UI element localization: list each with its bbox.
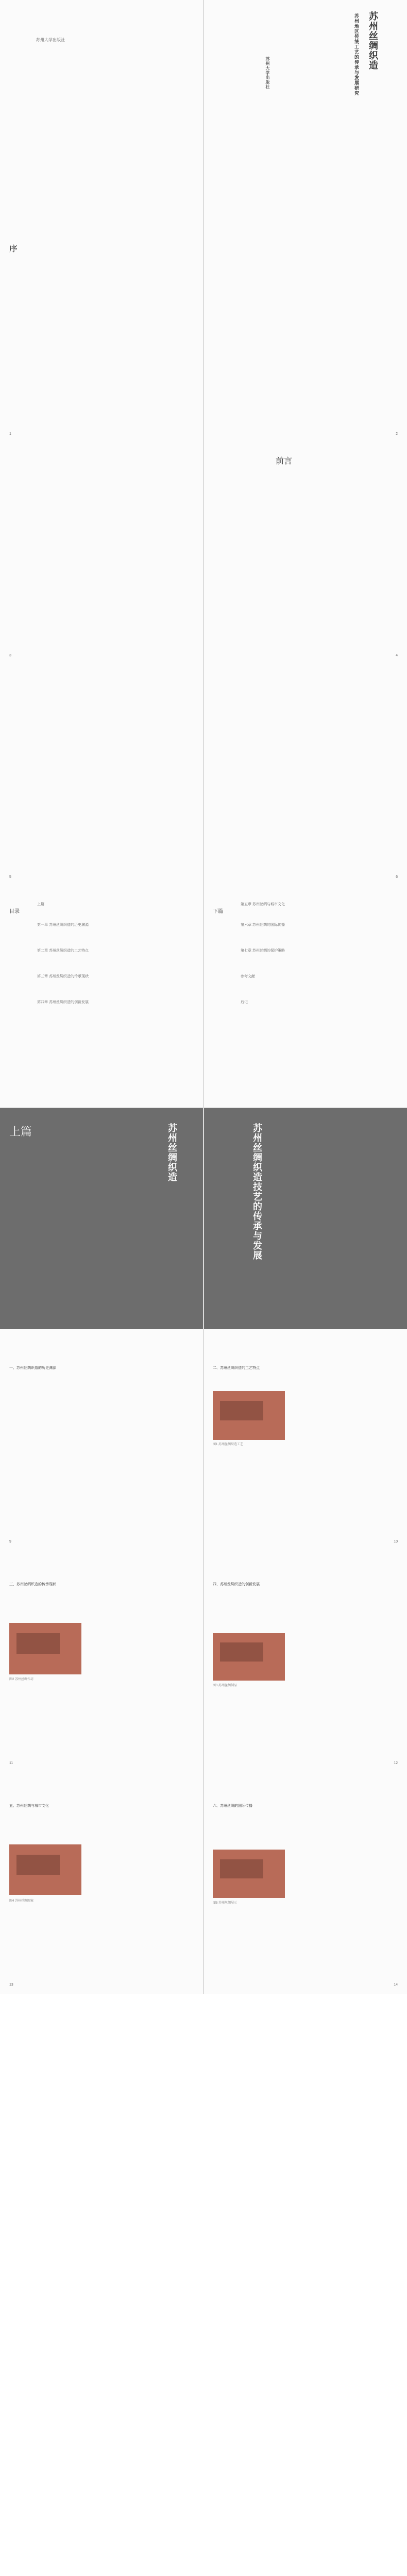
page-number: 6 <box>396 875 398 879</box>
book-spread-4 <box>0 665 407 886</box>
page-right <box>204 1108 407 1329</box>
vertical-publisher: 苏州大学出版社 <box>265 57 270 89</box>
toc-item[interactable]: 第五章 苏州丝绸与城市文化 <box>241 903 285 906</box>
page-number: 14 <box>394 1983 398 1987</box>
toc-title: 目录 <box>9 909 20 914</box>
toc-item[interactable]: 参考文献 <box>241 975 255 978</box>
page-right <box>204 1551 407 1772</box>
section-note: 六、苏州丝绸的国际传播 <box>213 1804 252 1808</box>
book-spread-7 <box>0 1329 407 1551</box>
preface-heading: 序 <box>9 244 18 253</box>
photo <box>213 1850 285 1898</box>
gutter <box>203 222 204 443</box>
photo <box>213 1633 285 1681</box>
foreword-heading: 前言 <box>276 456 293 466</box>
page-left <box>0 0 204 222</box>
book-spread-8 <box>0 1551 407 1772</box>
section-note: 五、苏州丝绸与城市文化 <box>9 1804 49 1808</box>
page-number: 4 <box>396 654 398 657</box>
page-right <box>204 443 407 665</box>
page-left <box>0 1108 204 1329</box>
gutter <box>203 0 204 222</box>
section-note: 四、苏州丝绸织造的创新发展 <box>213 1582 260 1586</box>
page-number: 5 <box>9 875 11 879</box>
page-number: 13 <box>9 1983 13 1987</box>
page-left <box>0 1329 204 1551</box>
page-right <box>204 665 407 886</box>
gutter <box>203 1108 204 1329</box>
book-spread-1 <box>0 0 407 222</box>
section-note: 三、苏州丝绸织造的传承现状 <box>9 1582 56 1586</box>
toc-title: 下篇 <box>213 909 223 914</box>
toc-item[interactable]: 第一章 苏州丝绸织造的历史渊源 <box>37 923 89 927</box>
page-right <box>204 222 407 443</box>
photo <box>9 1844 81 1895</box>
book-spread-9 <box>0 1772 407 1994</box>
page-left <box>0 665 204 886</box>
photo-caption: 图4 苏州丝绸图案 <box>9 1900 34 1903</box>
toc-item[interactable]: 后记 <box>241 1001 248 1004</box>
book-spread-5 <box>0 886 407 1108</box>
photo-caption: 图1 苏州丝绸织造工艺 <box>213 1443 244 1446</box>
section-note: 二、苏州丝绸织造的工艺特点 <box>213 1366 260 1370</box>
gutter <box>203 1772 204 1994</box>
vertical-title: 苏州丝绸织造 <box>367 11 378 70</box>
page-number: 1 <box>9 432 11 436</box>
page-number: 9 <box>9 1540 11 1544</box>
gutter <box>203 443 204 665</box>
toc-item[interactable]: 第七章 苏州丝绸的保护策略 <box>241 949 285 953</box>
section-note: 一、苏州丝绸织造的历史渊源 <box>9 1366 56 1370</box>
page-left <box>0 1551 204 1772</box>
page-number: 3 <box>9 654 11 657</box>
page-right <box>204 886 407 1108</box>
page-right <box>204 1772 407 1994</box>
toc-item[interactable]: 第六章 苏州丝绸的国际传播 <box>241 923 285 927</box>
photo-caption: 图5 苏州丝绸展示 <box>213 1902 238 1905</box>
page-number: 2 <box>396 432 398 436</box>
page-number: 11 <box>9 1761 13 1765</box>
gutter <box>203 886 204 1108</box>
book-spread-2 <box>0 222 407 443</box>
gutter <box>203 1551 204 1772</box>
page-right <box>204 0 407 222</box>
page-left <box>0 886 204 1108</box>
page-left <box>0 222 204 443</box>
toc-item[interactable]: 第三章 苏州丝绸织造的传承现状 <box>37 975 89 978</box>
toc-item[interactable]: 上篇 <box>37 903 44 906</box>
gutter <box>203 665 204 886</box>
dark-cover <box>204 1108 407 1329</box>
toc-item[interactable]: 第二章 苏州丝绸织造的工艺特点 <box>37 949 89 953</box>
section-label: 上篇 <box>9 1126 32 1139</box>
photo <box>9 1623 81 1674</box>
toc-item[interactable]: 第四章 苏州丝绸织造的创新发展 <box>37 1001 89 1004</box>
photo <box>213 1391 285 1440</box>
book-spread-6 <box>0 1108 407 1329</box>
gutter <box>203 1329 204 1551</box>
page-left <box>0 443 204 665</box>
page-number: 10 <box>394 1540 398 1544</box>
page-left <box>0 1772 204 1994</box>
book-spread-3 <box>0 443 407 665</box>
page-number: 12 <box>394 1761 398 1765</box>
small-text: 苏州大学出版社 <box>36 38 65 42</box>
page-right <box>204 1329 407 1551</box>
vertical-subtitle: 苏州丝绸织造技艺的传承与发展 <box>251 1123 262 1260</box>
vertical-title: 苏州丝绸织造 <box>166 1123 177 1182</box>
photo-caption: 图3 苏州丝绸制品 <box>213 1684 238 1687</box>
vertical-subtitle: 苏州地区传统工艺的传承与发展研究 <box>353 13 359 96</box>
photo-caption: 图2 苏州丝绸作坊 <box>9 1678 34 1681</box>
